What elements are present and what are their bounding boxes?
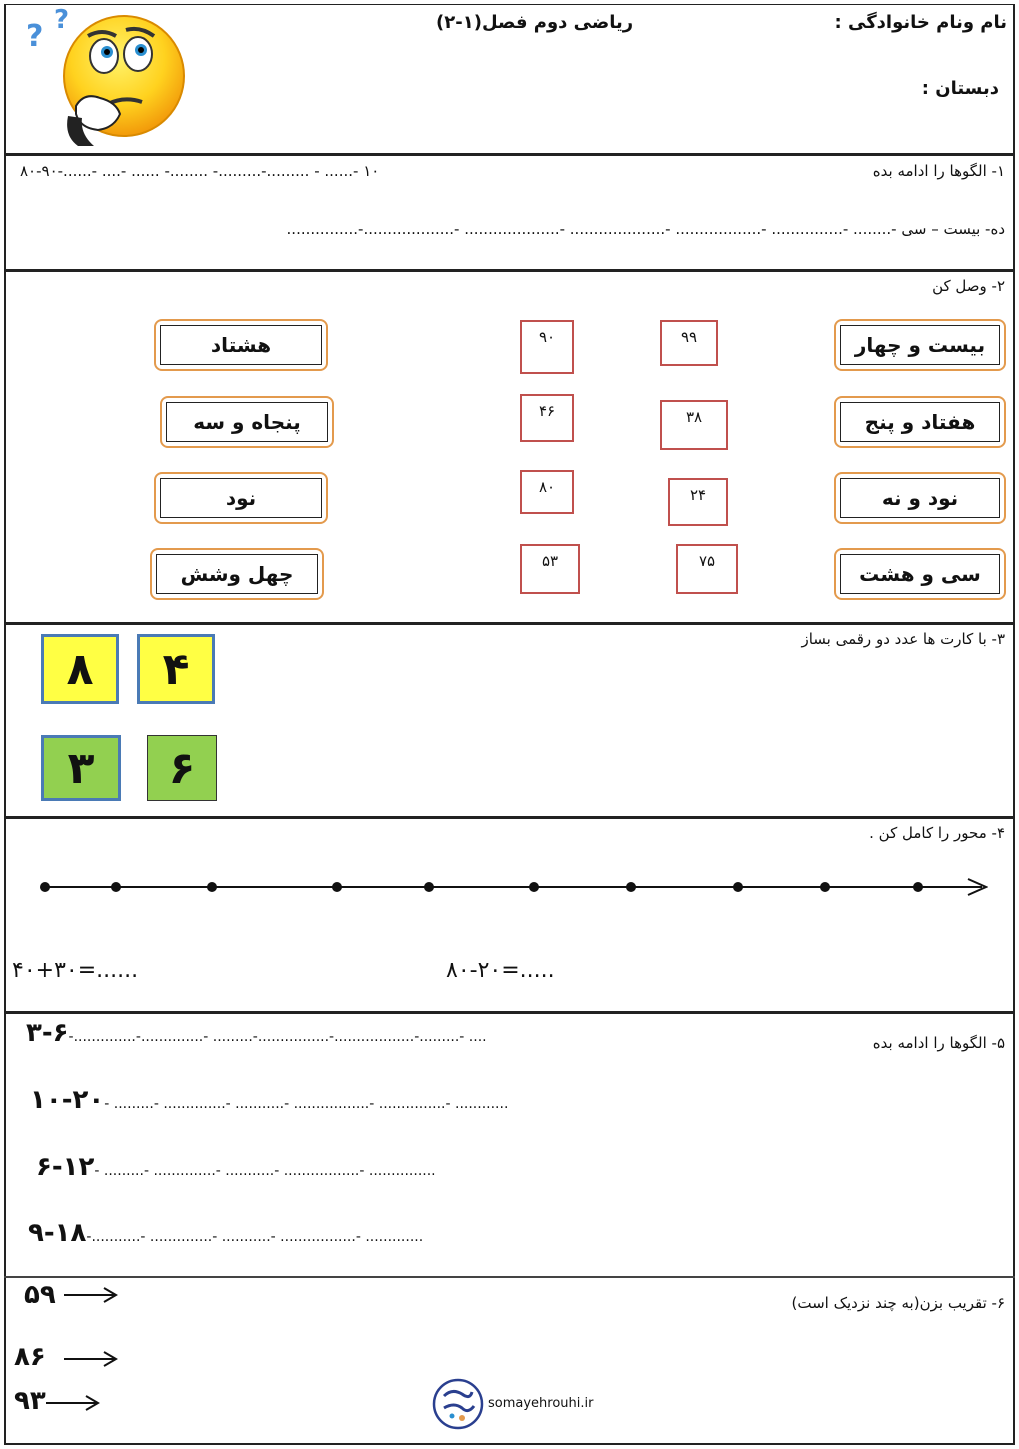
word-box-right-1[interactable] xyxy=(834,319,1006,371)
pattern-row[interactable] xyxy=(36,1152,436,1182)
number-box[interactable]: ۸۰ xyxy=(520,470,574,514)
name-label: نام ونام خانوادگی : xyxy=(834,12,1007,33)
thinking-face-icon xyxy=(24,6,188,150)
svg-text:?: ? xyxy=(54,6,70,35)
number-line-tick[interactable] xyxy=(424,882,434,892)
word-box-left-4[interactable] xyxy=(150,548,324,600)
approx-number: ۹۳ xyxy=(14,1386,46,1416)
pattern-row[interactable] xyxy=(26,1018,487,1048)
number-box[interactable]: ۴۶ xyxy=(520,394,574,442)
number-box[interactable]: ۲۴ xyxy=(668,478,728,526)
number-line-tick[interactable] xyxy=(820,882,830,892)
pattern-start: ۳-۶ xyxy=(26,1018,69,1048)
digit-card[interactable]: ۴ xyxy=(137,634,215,704)
q1-title: ۱- الگوها را ادامه بده xyxy=(872,162,1005,180)
number-box[interactable]: ۹۹ xyxy=(660,320,718,366)
number-box[interactable]: ۷۵ xyxy=(676,544,738,594)
number-box[interactable]: ۹۰ xyxy=(520,320,574,374)
pattern-blanks: - .........- ..............- ...........- .................- ...............- ............ xyxy=(104,1096,509,1112)
approx-number: ۵۹ xyxy=(24,1280,56,1310)
pattern-start: ۶-۱۲ xyxy=(36,1152,95,1182)
pattern-start: ۹-۱۸ xyxy=(28,1218,87,1248)
worksheet-title: ریاضی دوم فصل(۱-۲) xyxy=(436,12,634,33)
digit-card[interactable]: ۳ xyxy=(41,735,121,801)
section-divider xyxy=(4,622,1015,625)
number-line xyxy=(44,886,982,888)
q2-title: ۲- وصل کن xyxy=(932,277,1005,295)
word-label: نود و نه xyxy=(840,478,1000,518)
word-label: هشتاد xyxy=(160,325,322,365)
section-divider xyxy=(4,1276,1015,1278)
word-label: بیست و چهار xyxy=(840,325,1000,365)
site-logo-icon xyxy=(432,1378,484,1430)
section-divider xyxy=(4,153,1015,156)
word-box-left-1[interactable] xyxy=(154,319,328,371)
word-box-right-3[interactable] xyxy=(834,472,1006,524)
right-arrow-icon xyxy=(64,1286,118,1304)
word-box-left-3[interactable] xyxy=(154,472,328,524)
word-box-right-4[interactable] xyxy=(834,548,1006,600)
section-divider xyxy=(4,816,1015,819)
pattern-blanks: - .........- ..............- ...........- .................- ............... xyxy=(94,1163,436,1179)
number-line-tick[interactable] xyxy=(111,882,121,892)
digit-card[interactable]: ۸ xyxy=(41,634,119,704)
word-label: پنجاه و سه xyxy=(166,402,328,442)
word-label: هفتاد و پنج xyxy=(840,402,1000,442)
word-label: سی و هشت xyxy=(840,554,1000,594)
word-label: چهل وشش xyxy=(156,554,318,594)
number-line-tick[interactable] xyxy=(626,882,636,892)
number-line-tick[interactable] xyxy=(40,882,50,892)
equation-left[interactable]: ۴۰+۳۰=...... xyxy=(12,958,139,983)
approx-number: ۸۶ xyxy=(14,1342,46,1372)
pattern-row[interactable] xyxy=(28,1218,423,1248)
site-url[interactable]: somayehrouhi.ir xyxy=(488,1396,594,1411)
number-line-tick[interactable] xyxy=(332,882,342,892)
school-label: دبستان : xyxy=(921,78,999,99)
number-box[interactable]: ۵۳ xyxy=(520,544,580,594)
number-line-tick[interactable] xyxy=(733,882,743,892)
q1-pattern-words[interactable]: ده- بیست – سی -........ -............... -.................. -.................... -.................... -...................-............... xyxy=(286,220,1005,238)
q4-title: ۴- محور را کامل کن . xyxy=(869,824,1005,842)
section-divider xyxy=(4,1011,1015,1014)
word-box-right-2[interactable] xyxy=(834,396,1006,448)
pattern-blanks: -..............-..............- .........-................-..................-.........- .... xyxy=(68,1029,487,1045)
word-label: نود xyxy=(160,478,322,518)
equation-right[interactable]: ۸۰-۲۰=..... xyxy=(446,958,555,983)
q6-title: ۶- تقریب بزن(به چند نزدیک است) xyxy=(791,1294,1005,1312)
arrow-head-icon xyxy=(966,877,988,897)
q1-pattern-numbers[interactable]: ۱۰ -...... - .........-.........- ........- ...... -.... -......-۸۰-۹۰ xyxy=(20,162,380,180)
number-box[interactable]: ۳۸ xyxy=(660,400,728,450)
number-line-tick[interactable] xyxy=(207,882,217,892)
number-line-tick[interactable] xyxy=(529,882,539,892)
pattern-blanks: -...........- ..............- ...........- .................- ............. xyxy=(86,1229,424,1245)
number-line-tick[interactable] xyxy=(913,882,923,892)
svg-text:?: ? xyxy=(26,19,44,54)
right-arrow-icon xyxy=(64,1350,118,1368)
pattern-start: ۱۰-۲۰ xyxy=(30,1085,105,1115)
right-arrow-icon xyxy=(46,1394,100,1412)
section-divider xyxy=(4,269,1015,272)
q5-title: ۵- الگوها را ادامه بده xyxy=(872,1034,1005,1052)
digit-card[interactable]: ۶ xyxy=(147,735,217,801)
pattern-row[interactable] xyxy=(30,1085,508,1115)
q3-title: ۳- با کارت ها عدد دو رقمی بساز xyxy=(801,630,1005,648)
word-box-left-2[interactable] xyxy=(160,396,334,448)
